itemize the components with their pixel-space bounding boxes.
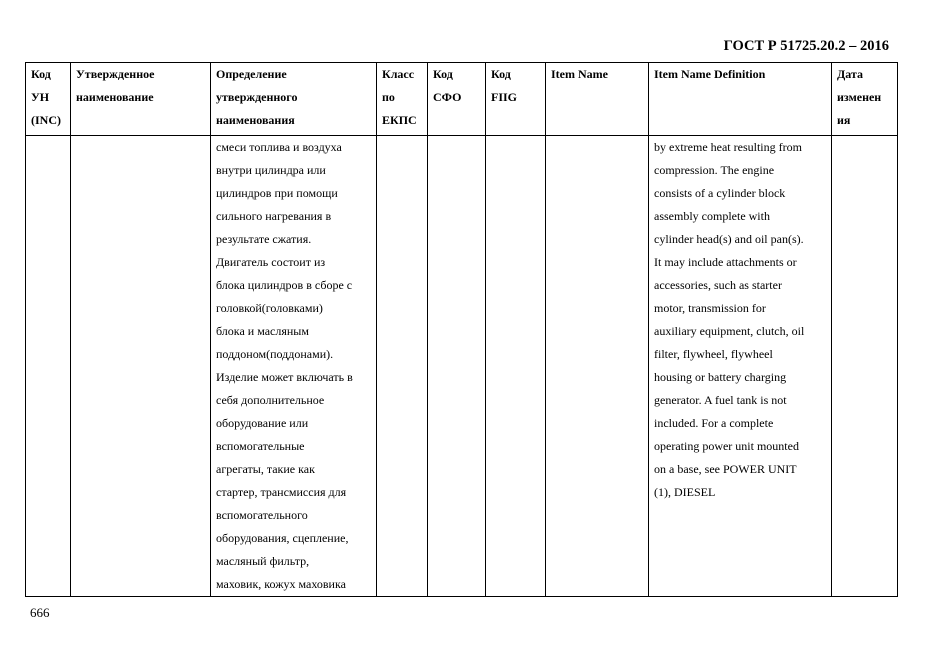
header-inc-code: Код УН (INC) xyxy=(26,63,71,136)
header-ekps-class: Класс по ЕКПС xyxy=(377,63,428,136)
definition-ru-line: результате сжатия. xyxy=(216,232,312,246)
header-change-date: Дата изменен ия xyxy=(832,63,898,136)
definition-en-line: generator. A fuel tank is not xyxy=(654,393,787,407)
definition-en-line: (1), DIESEL xyxy=(654,485,716,499)
definition-ru-line: головкой(головками) xyxy=(216,301,323,315)
definition-en-line: consists of a cylinder block xyxy=(654,186,786,200)
definition-en-line: by extreme heat resulting from xyxy=(654,140,802,154)
definition-en-line: motor, transmission for xyxy=(654,301,766,315)
header-item-name: Item Name xyxy=(546,63,649,136)
definition-ru-line: маховик, кожух маховика xyxy=(216,577,346,591)
header-sfo-code: Код СФО xyxy=(428,63,486,136)
definition-en-line: operating power unit mounted xyxy=(654,439,799,453)
definition-ru-line: блока цилиндров в сборе с xyxy=(216,278,353,292)
definition-ru-line: внутри цилиндра или xyxy=(216,163,326,177)
definition-en-line: It may include attachments or xyxy=(654,255,797,269)
definition-ru-line: Двигатель состоит из xyxy=(216,255,326,269)
definition-en-line: housing or battery charging xyxy=(654,370,787,384)
cell-change-date xyxy=(832,136,898,597)
nomenclature-table xyxy=(25,62,898,597)
cell-approved-name xyxy=(71,136,211,597)
definition-ru-line: вспомогательного xyxy=(216,508,308,522)
definition-ru-line: стартер, трансмиссия для xyxy=(216,485,347,499)
definition-ru-line: себя дополнительное xyxy=(216,393,325,407)
definition-en-line: on a base, see POWER UNIT xyxy=(654,462,797,476)
definition-en-line: filter, flywheel, flywheel xyxy=(654,347,773,361)
document-header: ГОСТ Р 51725.20.2 – 2016 xyxy=(723,38,889,54)
definition-ru-line: вспомогательные xyxy=(216,439,305,453)
cell-ekps-class xyxy=(377,136,428,597)
definition-ru-line: поддоном(поддонами). xyxy=(216,347,334,361)
cell-sfo-code xyxy=(428,136,486,597)
cell-definition-ru xyxy=(211,136,377,597)
definition-ru-line: цилиндров при помощи xyxy=(216,186,338,200)
definition-en-line: included. For a complete xyxy=(654,416,774,430)
definition-en-line: accessories, such as starter xyxy=(654,278,782,292)
header-approved-name-definition: Определение утвержденного наименования xyxy=(211,63,377,136)
definition-ru-line: масляный фильтр, xyxy=(216,554,310,568)
header-fiig-code: Код FIIG xyxy=(486,63,546,136)
page-number: 666 xyxy=(30,605,50,620)
definition-ru-line: оборудования, сцепление, xyxy=(216,531,349,545)
header-item-name-definition: Item Name Definition xyxy=(649,63,832,136)
definition-en-line: compression. The engine xyxy=(654,163,775,177)
definition-ru-line: агрегаты, такие как xyxy=(216,462,315,476)
definition-en-line: assembly complete with xyxy=(654,209,770,223)
table-header-row xyxy=(26,63,898,136)
definition-ru-line: Изделие может включать в xyxy=(216,370,353,384)
definition-ru-line: сильного нагревания в xyxy=(216,209,332,223)
definition-en-line: cylinder head(s) and oil pan(s). xyxy=(654,232,804,246)
cell-inc-code xyxy=(26,136,71,597)
definition-en-line: auxiliary equipment, clutch, oil xyxy=(654,324,805,338)
cell-fiig-code xyxy=(486,136,546,597)
definition-ru-line: блока и масляным xyxy=(216,324,309,338)
cell-item-name xyxy=(546,136,649,597)
definition-ru-line: смеси топлива и воздуха xyxy=(216,140,342,154)
cell-definition-en xyxy=(649,136,832,597)
definition-ru-line: оборудование или xyxy=(216,416,309,430)
table-row xyxy=(26,136,898,597)
header-approved-name: Утвержденное наименование xyxy=(71,63,211,136)
